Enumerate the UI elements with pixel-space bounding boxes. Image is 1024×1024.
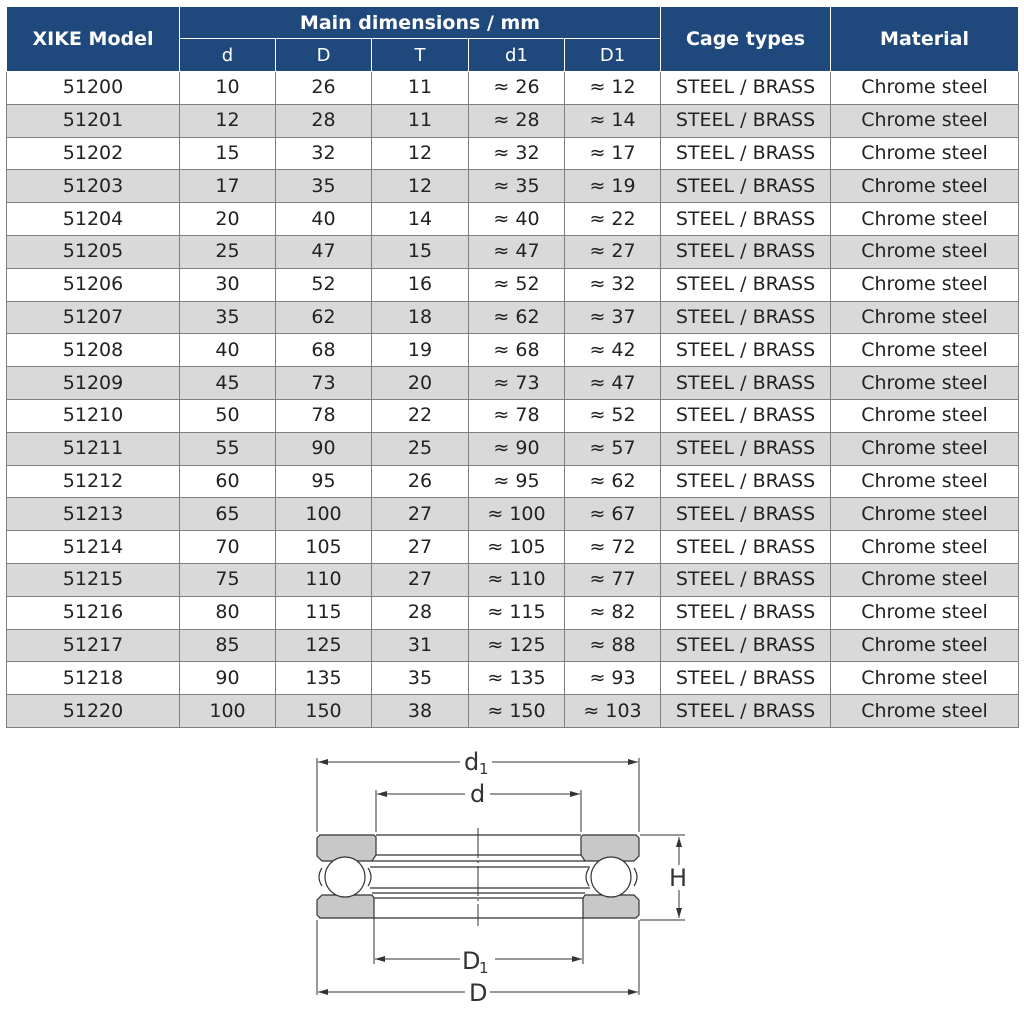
cell-D: 125: [276, 629, 372, 662]
cell-T: 16: [372, 268, 469, 301]
table-row: [7, 432, 1019, 465]
cell-T: 26: [372, 465, 469, 498]
cell-d: 12: [180, 104, 276, 137]
table-body: [7, 72, 1019, 728]
cell-d1: ≈ 135: [469, 662, 565, 695]
cell-D1: ≈ 82: [565, 596, 661, 629]
cell-T: 38: [372, 695, 469, 728]
cell-d: 17: [180, 170, 276, 203]
cell-material: Chrome steel: [831, 432, 1019, 465]
cell-cage-type: STEEL / BRASS: [661, 137, 831, 170]
table-row: [7, 235, 1019, 268]
cell-material: Chrome steel: [831, 170, 1019, 203]
cell-D1: ≈ 67: [565, 498, 661, 531]
label-D1: D: [462, 947, 481, 975]
cell-D: 135: [276, 662, 372, 695]
cell-cage-type: STEEL / BRASS: [661, 531, 831, 564]
cell-D1: ≈ 103: [565, 695, 661, 728]
cell-d: 55: [180, 432, 276, 465]
cell-d1: ≈ 35: [469, 170, 565, 203]
cell-D: 100: [276, 498, 372, 531]
cell-T: 12: [372, 137, 469, 170]
cell-d: 35: [180, 301, 276, 334]
cell-model: 51210: [7, 399, 180, 432]
cell-material: Chrome steel: [831, 235, 1019, 268]
cell-cage-type: STEEL / BRASS: [661, 695, 831, 728]
label-D: D: [469, 979, 488, 1007]
cell-model: 51203: [7, 170, 180, 203]
cell-T: 27: [372, 498, 469, 531]
label-d1-subscript: 1: [479, 760, 489, 778]
cell-model: 51208: [7, 334, 180, 367]
cell-d: 80: [180, 596, 276, 629]
cell-cage-type: STEEL / BRASS: [661, 596, 831, 629]
cell-T: 22: [372, 399, 469, 432]
cell-d: 40: [180, 334, 276, 367]
cell-material: Chrome steel: [831, 563, 1019, 596]
table-row: [7, 301, 1019, 334]
cell-d: 25: [180, 235, 276, 268]
cell-d1: ≈ 26: [469, 72, 565, 105]
cell-D: 73: [276, 367, 372, 400]
table-row: [7, 334, 1019, 367]
cell-D: 28: [276, 104, 372, 137]
cell-cage-type: STEEL / BRASS: [661, 170, 831, 203]
cell-cage-type: STEEL / BRASS: [661, 432, 831, 465]
label-d1: d: [464, 748, 480, 776]
cell-cage-type: STEEL / BRASS: [661, 72, 831, 105]
header-model: XIKE Model: [7, 7, 180, 72]
table-row: [7, 137, 1019, 170]
cell-material: Chrome steel: [831, 596, 1019, 629]
cell-D1: ≈ 22: [565, 203, 661, 236]
cell-d: 50: [180, 399, 276, 432]
cell-D1: ≈ 12: [565, 72, 661, 105]
cell-D: 35: [276, 170, 372, 203]
label-d: d: [470, 780, 486, 808]
cell-cage-type: STEEL / BRASS: [661, 629, 831, 662]
cell-d: 100: [180, 695, 276, 728]
cell-material: Chrome steel: [831, 399, 1019, 432]
cell-cage-type: STEEL / BRASS: [661, 662, 831, 695]
cell-model: 51200: [7, 72, 180, 105]
cell-cage-type: STEEL / BRASS: [661, 235, 831, 268]
table-row: [7, 629, 1019, 662]
cell-D: 150: [276, 695, 372, 728]
cell-D: 115: [276, 596, 372, 629]
cell-model: 51209: [7, 367, 180, 400]
cell-cage-type: STEEL / BRASS: [661, 498, 831, 531]
cell-T: 27: [372, 531, 469, 564]
cell-d: 85: [180, 629, 276, 662]
cell-model: 51206: [7, 268, 180, 301]
cell-d1: ≈ 90: [469, 432, 565, 465]
cell-cage-type: STEEL / BRASS: [661, 268, 831, 301]
cell-d: 30: [180, 268, 276, 301]
cell-material: Chrome steel: [831, 72, 1019, 105]
cell-material: Chrome steel: [831, 367, 1019, 400]
cell-cage-type: STEEL / BRASS: [661, 367, 831, 400]
table-row: [7, 170, 1019, 203]
cell-model: 51202: [7, 137, 180, 170]
cell-T: 14: [372, 203, 469, 236]
cell-cage-type: STEEL / BRASS: [661, 104, 831, 137]
cell-d: 60: [180, 465, 276, 498]
cell-T: 12: [372, 170, 469, 203]
cell-d1: ≈ 32: [469, 137, 565, 170]
cell-d1: ≈ 52: [469, 268, 565, 301]
label-H: H: [669, 864, 688, 892]
cell-D1: ≈ 14: [565, 104, 661, 137]
cell-d1: ≈ 115: [469, 596, 565, 629]
cell-T: 35: [372, 662, 469, 695]
cell-T: 11: [372, 72, 469, 105]
cell-cage-type: STEEL / BRASS: [661, 301, 831, 334]
cell-material: Chrome steel: [831, 203, 1019, 236]
cell-T: 25: [372, 432, 469, 465]
cell-model: 51205: [7, 235, 180, 268]
cell-d1: ≈ 73: [469, 367, 565, 400]
cell-material: Chrome steel: [831, 465, 1019, 498]
header-main-dimensions: Main dimensions / mm: [180, 7, 661, 39]
cell-model: 51216: [7, 596, 180, 629]
cell-T: 19: [372, 334, 469, 367]
cell-model: 51218: [7, 662, 180, 695]
header-cage-types: Cage types: [661, 7, 831, 72]
table-row: [7, 104, 1019, 137]
cell-material: Chrome steel: [831, 531, 1019, 564]
table-row: [7, 596, 1019, 629]
cell-cage-type: STEEL / BRASS: [661, 563, 831, 596]
cell-T: 31: [372, 629, 469, 662]
table-row: [7, 531, 1019, 564]
cell-D1: ≈ 47: [565, 367, 661, 400]
header-D1: D1: [565, 39, 661, 72]
cell-T: 27: [372, 563, 469, 596]
cell-D1: ≈ 93: [565, 662, 661, 695]
cell-d1: ≈ 68: [469, 334, 565, 367]
cell-model: 51220: [7, 695, 180, 728]
cell-D: 95: [276, 465, 372, 498]
cell-d1: ≈ 125: [469, 629, 565, 662]
cell-T: 20: [372, 367, 469, 400]
cell-model: 51204: [7, 203, 180, 236]
cell-d1: ≈ 78: [469, 399, 565, 432]
cell-D1: ≈ 17: [565, 137, 661, 170]
cell-cage-type: STEEL / BRASS: [661, 334, 831, 367]
header-d: d: [180, 39, 276, 72]
cell-D1: ≈ 42: [565, 334, 661, 367]
cell-d1: ≈ 110: [469, 563, 565, 596]
cell-D: 47: [276, 235, 372, 268]
header-material: Material: [831, 7, 1019, 72]
cell-material: Chrome steel: [831, 695, 1019, 728]
cell-d: 20: [180, 203, 276, 236]
table-row: [7, 662, 1019, 695]
cell-D: 26: [276, 72, 372, 105]
cell-D: 40: [276, 203, 372, 236]
cell-model: 51217: [7, 629, 180, 662]
cell-material: Chrome steel: [831, 137, 1019, 170]
cell-cage-type: STEEL / BRASS: [661, 399, 831, 432]
cell-D: 90: [276, 432, 372, 465]
cell-D: 68: [276, 334, 372, 367]
cell-D1: ≈ 52: [565, 399, 661, 432]
cell-D1: ≈ 62: [565, 465, 661, 498]
cell-d1: ≈ 95: [469, 465, 565, 498]
cell-d: 75: [180, 563, 276, 596]
cell-model: 51214: [7, 531, 180, 564]
cell-model: 51211: [7, 432, 180, 465]
cell-d: 90: [180, 662, 276, 695]
cell-D1: ≈ 57: [565, 432, 661, 465]
cell-D1: ≈ 32: [565, 268, 661, 301]
cell-d1: ≈ 100: [469, 498, 565, 531]
cell-model: 51213: [7, 498, 180, 531]
cell-D: 105: [276, 531, 372, 564]
table-row: [7, 498, 1019, 531]
cell-D: 78: [276, 399, 372, 432]
cell-D: 32: [276, 137, 372, 170]
table-row: [7, 72, 1019, 105]
cell-D: 52: [276, 268, 372, 301]
cell-d: 45: [180, 367, 276, 400]
cell-D1: ≈ 77: [565, 563, 661, 596]
cell-D1: ≈ 19: [565, 170, 661, 203]
cell-cage-type: STEEL / BRASS: [661, 203, 831, 236]
thrust-bearing-diagram: [300, 740, 700, 1020]
cell-T: 15: [372, 235, 469, 268]
bearing-spec-table: [6, 6, 1019, 728]
cell-model: 51212: [7, 465, 180, 498]
cell-model: 51201: [7, 104, 180, 137]
label-D1-subscript: 1: [479, 959, 489, 977]
cell-D1: ≈ 37: [565, 301, 661, 334]
cell-D: 62: [276, 301, 372, 334]
cell-d1: ≈ 105: [469, 531, 565, 564]
cell-D1: ≈ 72: [565, 531, 661, 564]
cell-d: 15: [180, 137, 276, 170]
table-row: [7, 695, 1019, 728]
cell-cage-type: STEEL / BRASS: [661, 465, 831, 498]
table-row: [7, 367, 1019, 400]
cell-d: 65: [180, 498, 276, 531]
cell-D: 110: [276, 563, 372, 596]
cell-d1: ≈ 62: [469, 301, 565, 334]
cell-T: 28: [372, 596, 469, 629]
cell-material: Chrome steel: [831, 662, 1019, 695]
cell-d1: ≈ 150: [469, 695, 565, 728]
cell-material: Chrome steel: [831, 104, 1019, 137]
cell-D1: ≈ 27: [565, 235, 661, 268]
cell-model: 51215: [7, 563, 180, 596]
cell-T: 18: [372, 301, 469, 334]
cell-model: 51207: [7, 301, 180, 334]
cell-material: Chrome steel: [831, 268, 1019, 301]
table-row: [7, 399, 1019, 432]
table-row: [7, 203, 1019, 236]
cell-D1: ≈ 88: [565, 629, 661, 662]
cell-material: Chrome steel: [831, 498, 1019, 531]
table-row: [7, 563, 1019, 596]
cell-d1: ≈ 28: [469, 104, 565, 137]
cell-material: Chrome steel: [831, 334, 1019, 367]
cell-d: 70: [180, 531, 276, 564]
cell-d1: ≈ 47: [469, 235, 565, 268]
header-D: D: [276, 39, 372, 72]
cell-d: 10: [180, 72, 276, 105]
header-d1: d1: [469, 39, 565, 72]
header-T: T: [372, 39, 469, 72]
table-row: [7, 268, 1019, 301]
cell-material: Chrome steel: [831, 629, 1019, 662]
cell-material: Chrome steel: [831, 301, 1019, 334]
cell-T: 11: [372, 104, 469, 137]
table-row: [7, 465, 1019, 498]
cell-d1: ≈ 40: [469, 203, 565, 236]
